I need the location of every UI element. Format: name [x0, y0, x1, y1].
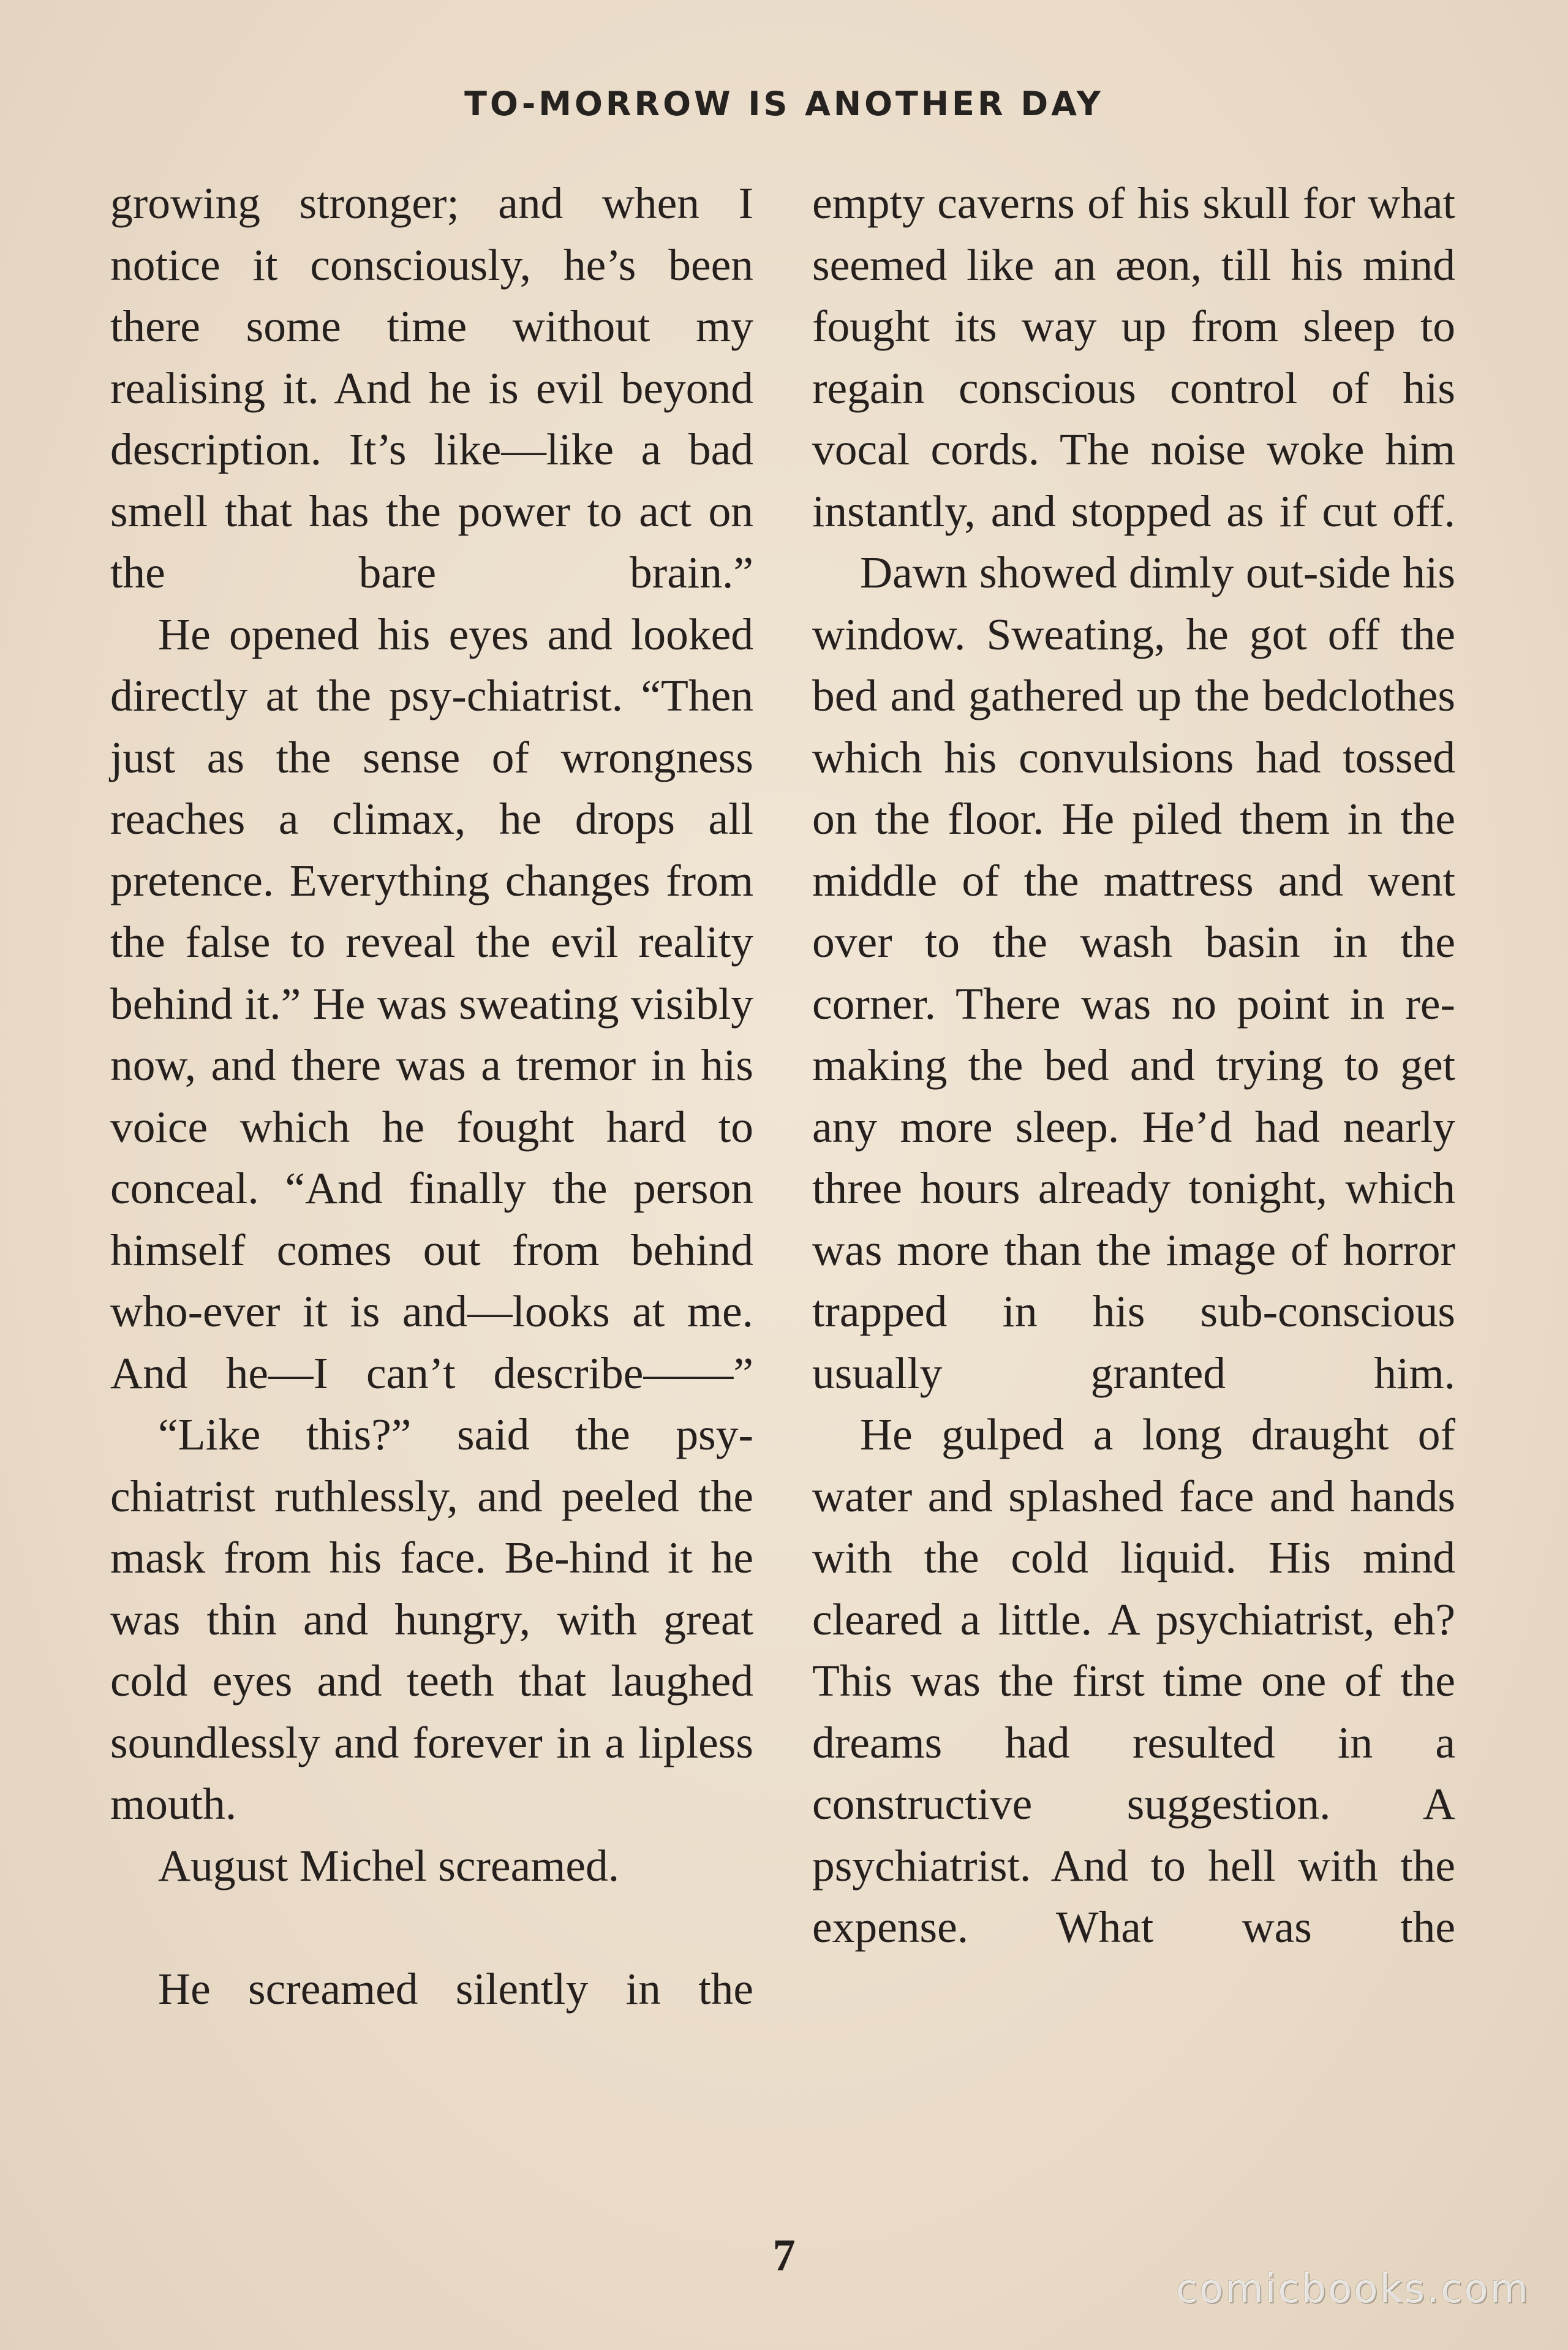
section-break [110, 1897, 753, 1959]
paragraph: He screamed silently in the [158, 1963, 753, 2014]
paragraph: Dawn showed dimly out-side his window. Sweating, he got off the bed and gathered up the bedclothes which his convulsions had tossed on the floor. He piled them in the middle of the mattress and went over to the wash basin in the corner. There was no point in re-making the bed and trying to get any more sleep. He’d had nearly three hours already tonight, which was more than the image of horror trapped in his sub-conscious usually granted him. [812, 548, 1455, 1398]
paragraph: “Like this?” said the psy-chiatrist ruthlessly, and peeled the mask from his face. Be-hind it he was thin and hungry, with great cold eyes and teeth that laughed soundlessly and forever in a lipless mouth. [110, 1410, 753, 1829]
running-head: TO-MORROW IS ANOTHER DAY [464, 85, 1104, 123]
paragraph: August Michel screamed. [158, 1840, 620, 1891]
paragraph: empty caverns of his skull for what seemed like an æon, till his mind fought its way up from sleep to regain conscious control of his vocal cords. The noise woke him instantly, and stopped as if cut off. [812, 178, 1455, 536]
right-column [812, 173, 1455, 1959]
paragraph: growing stronger; and when I notice it consciously, he’s been there some time without my realising it. And he is evil beyond description. It’s like—like a bad smell that has the power to act on the bare brain.” [110, 178, 753, 597]
paragraph: He gulped a long draught of water and splashed face and hands with the cold liquid. His mind cleared a little. A psychiatrist, eh? This was the first time one of the dreams had resulted in a constructive suggestion. A psychiatrist. And to hell with the expense. What was the [812, 1410, 1455, 1952]
page-number: 7 [772, 2231, 796, 2281]
paragraph: He opened his eyes and looked directly at the psy-chiatrist. “Then just as the sense of wrongness reaches a climax, he drops all pretence. Everything changes from the false to reveal the evil reality behind it.” He was sweating visibly now, and there was a tremor in his voice which he fought hard to conceal. “And finally the person himself comes out from behind who-ever it is and—looks at me. And he—I can’t describe——” [110, 609, 753, 1398]
left-column [110, 173, 753, 2020]
watermark: comicbooks.com [1175, 2267, 1530, 2312]
